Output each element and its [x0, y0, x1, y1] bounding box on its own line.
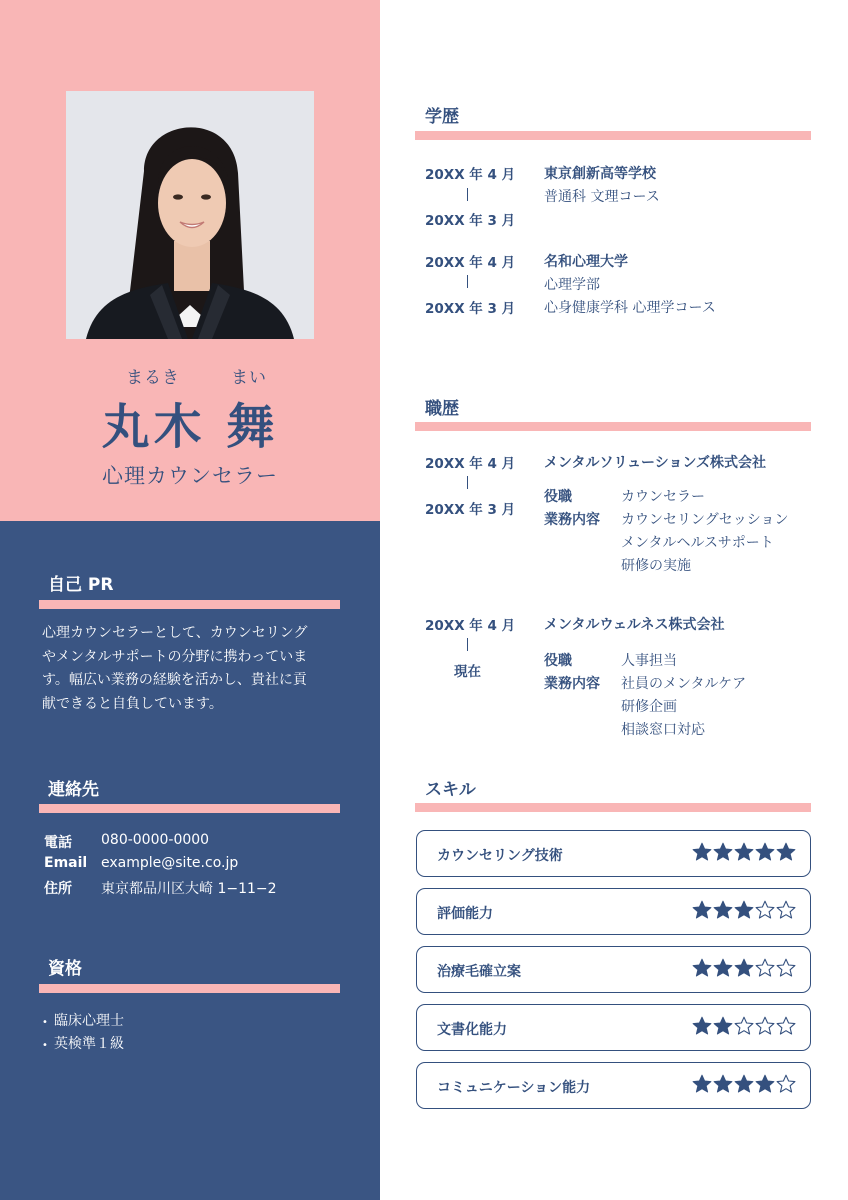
- full-name: 丸木 舞: [101, 399, 279, 455]
- education-start-date: 20XX 年 4 月: [425, 255, 516, 271]
- star-filled-icon: [692, 1074, 712, 1094]
- self-pr-divider: [39, 600, 340, 609]
- position-label: 役職: [544, 653, 572, 669]
- career-divider: [415, 422, 811, 431]
- education-start-date: 20XX 年 4 月: [425, 167, 516, 183]
- self-pr-line: す。幅広い業務の経験を活かし、貴社に貢: [42, 672, 307, 688]
- skill-rating: [692, 842, 796, 864]
- skill-name: 治療毛確立案: [437, 964, 521, 980]
- star-filled-icon: [734, 958, 754, 978]
- qualification-item: [42, 1010, 124, 1030]
- skill-rating: [692, 1016, 796, 1038]
- self-pr-heading: 自己 PR: [48, 575, 114, 595]
- star-filled-icon: [734, 900, 754, 920]
- career-start-date: 20XX 年 4 月: [425, 456, 516, 472]
- star-empty-icon: [776, 1016, 796, 1036]
- qualifications-heading: 資格: [48, 959, 82, 979]
- address-label: 住所: [44, 881, 72, 897]
- education-end-date: 20XX 年 3 月: [425, 301, 516, 317]
- name-furigana-given: まい: [231, 368, 267, 388]
- star-empty-icon: [776, 958, 796, 978]
- skills-heading: スキル: [425, 780, 476, 800]
- duties-label: 業務内容: [544, 512, 600, 528]
- education-divider: [415, 131, 811, 140]
- star-filled-icon: [734, 1074, 754, 1094]
- date-range-line: [467, 476, 468, 489]
- star-filled-icon: [692, 958, 712, 978]
- skill-row: [416, 1062, 811, 1109]
- skill-name: 評価能力: [437, 906, 493, 922]
- school-detail: 普通科 文理コース: [544, 189, 660, 205]
- skill-rating: [692, 900, 796, 922]
- school-detail: 心身健康学科 心理学コース: [544, 300, 716, 316]
- self-pr-line: 献できると自負しています。: [42, 695, 223, 712]
- skill-rating: [692, 1074, 796, 1096]
- contact-divider: [39, 804, 340, 813]
- skill-name: 文書化能力: [437, 1022, 507, 1038]
- date-range-line: [467, 188, 468, 201]
- qualifications-divider: [39, 984, 340, 993]
- star-filled-icon: [734, 842, 754, 862]
- star-filled-icon: [755, 842, 775, 862]
- school-name: 名和心理大学: [544, 254, 628, 270]
- career-end-date: 現在: [454, 664, 481, 680]
- skill-row: [416, 1004, 811, 1051]
- skill-row: [416, 888, 811, 935]
- bullet-icon: •: [42, 1017, 48, 1028]
- star-filled-icon: [755, 1074, 775, 1094]
- position-label: 役職: [544, 489, 572, 505]
- qualification-label: 英検準１級: [54, 1036, 124, 1052]
- skill-row: [416, 830, 811, 877]
- qualification-item: [42, 1033, 124, 1053]
- star-filled-icon: [713, 1074, 733, 1094]
- date-range-line: [467, 638, 468, 651]
- career-end-date: 20XX 年 3 月: [425, 502, 516, 518]
- school-name: 東京創新高等学校: [544, 166, 656, 182]
- address-value: 東京都品川区大崎 1−11−2: [101, 881, 277, 897]
- company-name: メンタルウェルネス株式会社: [544, 617, 725, 633]
- skill-name: カウンセリング技術: [437, 848, 563, 864]
- duty-item: 研修の実施: [621, 558, 691, 574]
- star-filled-icon: [692, 842, 712, 862]
- star-filled-icon: [776, 842, 796, 862]
- position-value: カウンセラー: [621, 489, 705, 505]
- name-furigana-family: まるき: [126, 368, 180, 388]
- skill-name: コミュニケーション能力: [437, 1080, 591, 1096]
- self-pr-line: やメンタルサポートの分野に携わっていま: [42, 648, 308, 665]
- date-range-line: [467, 275, 468, 288]
- career-start-date: 20XX 年 4 月: [425, 618, 516, 634]
- profile-photo: [66, 91, 314, 339]
- star-empty-icon: [755, 958, 775, 978]
- education-heading: 学歴: [425, 107, 459, 127]
- star-empty-icon: [776, 900, 796, 920]
- duty-item: カウンセリングセッション: [621, 512, 789, 528]
- star-filled-icon: [692, 900, 712, 920]
- duty-item: メンタルヘルスサポート: [621, 535, 774, 551]
- duty-item: 相談窓口対応: [621, 722, 705, 738]
- company-name: メンタルソリューションズ株式会社: [544, 455, 767, 471]
- star-empty-icon: [755, 1016, 775, 1036]
- skills-divider: [415, 803, 811, 812]
- star-empty-icon: [734, 1016, 754, 1036]
- email-value: example@site.co.jp: [101, 855, 239, 871]
- duty-item: 社員のメンタルケア: [621, 676, 747, 692]
- star-filled-icon: [713, 842, 733, 862]
- self-pr-line: 心理カウンセラーとして、カウンセリング: [42, 625, 308, 641]
- skill-row: [416, 946, 811, 993]
- skill-rating: [692, 958, 796, 980]
- star-empty-icon: [776, 1074, 796, 1094]
- star-filled-icon: [713, 958, 733, 978]
- job-title: 心理カウンセラー: [102, 464, 278, 488]
- position-value: 人事担当: [621, 653, 677, 669]
- star-filled-icon: [713, 1016, 733, 1036]
- contact-heading: 連絡先: [48, 780, 99, 800]
- phone-value: 080-0000-0000: [101, 832, 210, 848]
- qualification-label: 臨床心理士: [54, 1013, 124, 1029]
- star-filled-icon: [713, 900, 733, 920]
- career-heading: 職歴: [425, 399, 459, 419]
- phone-label: 電話: [44, 835, 72, 851]
- self-pr-text: [42, 622, 342, 716]
- email-label: Email: [44, 855, 88, 871]
- school-detail: 心理学部: [544, 277, 600, 293]
- duties-label: 業務内容: [544, 676, 600, 692]
- star-filled-icon: [692, 1016, 712, 1036]
- duty-item: 研修企画: [621, 699, 677, 715]
- star-empty-icon: [755, 900, 775, 920]
- bullet-icon: •: [42, 1040, 48, 1051]
- education-end-date: 20XX 年 3 月: [425, 213, 516, 229]
